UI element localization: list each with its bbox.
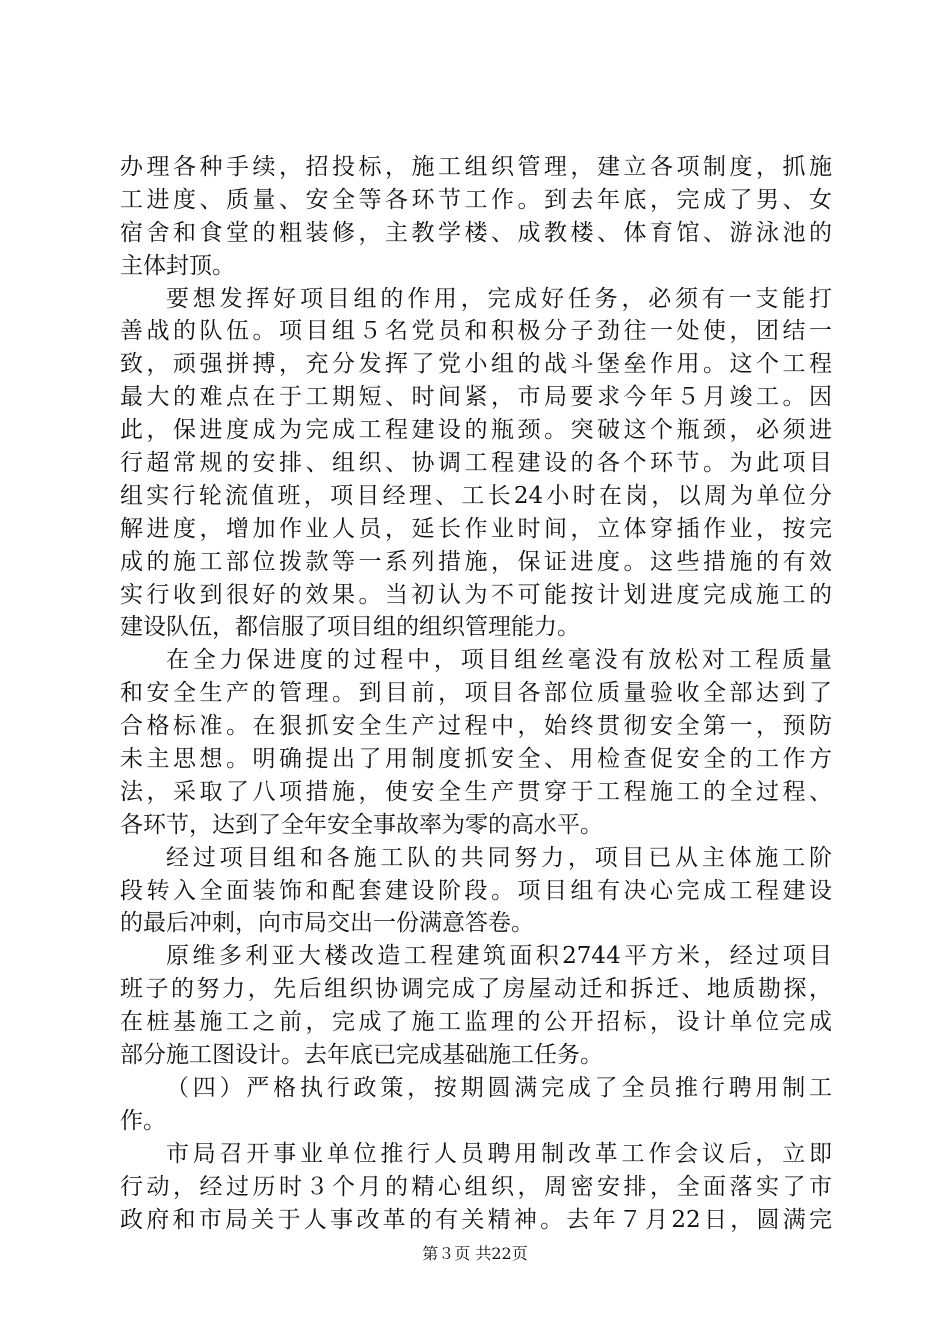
text-line: 各环节，达到了全年安全事故率为零的高水平。 xyxy=(120,811,603,838)
page-number: 第３页 共22页 xyxy=(422,1244,528,1263)
text-line: 段转入全面装饰和配套建设阶段。项目组有决心完成工程建设 xyxy=(120,877,832,904)
paragraph xyxy=(120,940,832,1072)
text-line: 未主思想。明确提出了用制度抓安全、用检查促安全的工作方 xyxy=(120,746,832,773)
section-heading xyxy=(120,1072,832,1138)
text-line: 解进度，增加作业人员，延长作业时间，立体穿插作业，按完 xyxy=(120,515,832,542)
text-line: 法，采取了八项措施，使安全生产贯穿于工程施工的全过程、 xyxy=(120,778,832,805)
paragraph xyxy=(120,644,832,841)
text-line: 办理各种手续，招投标，施工组织管理，建立各项制度，抓施 xyxy=(120,154,832,180)
text-line: 此，保进度成为完成工程建设的瓶颈。突破这个瓶颈，必须进 xyxy=(120,417,832,444)
text-line: 主体封顶。 xyxy=(120,252,235,279)
text-line: 建设队伍，都信服了项目组的组织管理能力。 xyxy=(120,614,580,641)
text-line: 和安全生产的管理。到目前，项目各部位质量验收全部达到了 xyxy=(120,680,832,707)
paragraph xyxy=(120,151,832,283)
text-line: 经过项目组和各施工队的共同努力，项目已从主体施工阶 xyxy=(166,844,832,871)
text-line: 行动，经过历时３个月的精心组织，周密安排，全面落实了市 xyxy=(120,1173,832,1200)
text-line: 合格标准。在狠抓安全生产过程中，始终贯彻安全第一，预防 xyxy=(120,713,832,740)
text-line: 市局召开事业单位推行人员聘用制改革工作会议后，立即 xyxy=(166,1140,832,1167)
text-line: 政府和市局关于人事改革的有关精神。去年７月22日，圆满完 xyxy=(120,1206,832,1233)
text-line: 的最后冲刺，向市局交出一份满意答卷。 xyxy=(120,910,534,937)
text-line: 最大的难点在于工期短、时间紧，市局要求今年５月竣工。因 xyxy=(120,384,832,411)
paragraph xyxy=(120,1138,832,1237)
text-line: 部分施工图设计。去年底已完成基础施工任务。 xyxy=(120,1042,603,1069)
text-line: 致，顽强拼搏，充分发挥了党小组的战斗堡垒作用。这个工程 xyxy=(120,351,832,378)
text-line: 工进度、质量、安全等各环节工作。到去年底，完成了男、女 xyxy=(120,186,832,213)
text-line: 在桩基施工之前，完成了施工监理的公开招标，设计单位完成 xyxy=(120,1009,832,1036)
text-line: 在全力保进度的过程中，项目组丝毫没有放松对工程质量 xyxy=(166,647,832,674)
text-line: 行超常规的安排、组织、协调工程建设的各个环节。为此项目 xyxy=(120,450,832,477)
document-body xyxy=(120,151,832,1236)
text-line: 善战的队伍。项目组５名党员和积极分子劲往一处使，团结一 xyxy=(120,318,832,345)
paragraph xyxy=(120,842,832,941)
text-line: 组实行轮流值班，项目经理、工长24小时在岗，以周为单位分 xyxy=(120,482,832,509)
paragraph xyxy=(120,283,832,645)
text-line: 宿舍和食堂的粗装修，主教学楼、成教楼、体育馆、游泳池的 xyxy=(120,219,832,246)
text-line: 要想发挥好项目组的作用，完成好任务，必须有一支能打 xyxy=(166,285,832,312)
text-line: 原维多利亚大楼改造工程建筑面积2744平方米，经过项目 xyxy=(166,943,832,970)
text-line: 成的施工部位拨款等一系列措施，保证进度。这些措施的有效 xyxy=(120,548,832,575)
text-line: 实行收到很好的效果。当初认为不可能按计划进度完成施工的 xyxy=(120,581,832,608)
text-line: （四）严格执行政策，按期圆满完成了全员推行聘用制工 xyxy=(166,1074,832,1101)
text-line: 班子的努力，先后组织协调完成了房屋动迁和拆迁、地质勘探， xyxy=(120,976,832,1003)
text-line: 作。 xyxy=(120,1107,166,1134)
